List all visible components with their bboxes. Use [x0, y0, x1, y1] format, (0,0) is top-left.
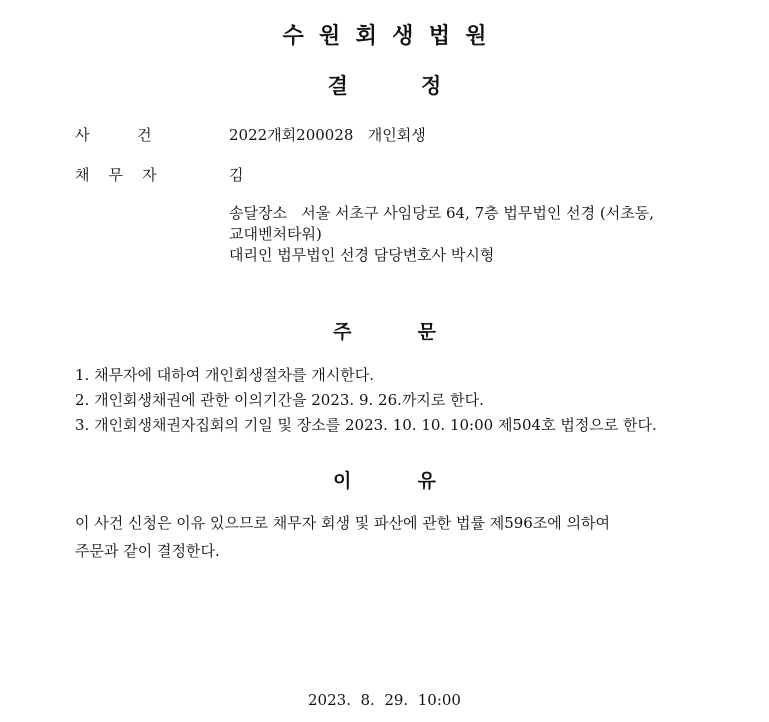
address-line: 송달장소 서울 서초구 사임당로 64, 7층 법무법인 선경 (서초동,: [229, 204, 654, 222]
debtor-label: 채 무 자: [75, 166, 157, 184]
case-number: 2022개회200028 개인회생: [229, 126, 426, 144]
case-label: 사 건: [75, 126, 152, 144]
decision-date: 2023. 8. 29. 10:00: [308, 691, 461, 709]
service-address-block: [229, 203, 729, 266]
debtor-name: 김: [229, 166, 244, 184]
reason-paragraph: [75, 509, 725, 565]
reason-line: 이 사건 신청은 이유 있으므로 채무자 회생 및 파산에 관한 법률 제596조에 의하여: [75, 514, 611, 532]
order-item: 3. 개인회생채권자집회의 기일 및 장소를 2023. 10. 10. 10:00 제504호 법정으로 한다.: [75, 416, 657, 434]
address-line: 교대벤처타워): [229, 225, 322, 243]
order-list: [75, 363, 725, 438]
reason-line: 주문과 같이 결정한다.: [75, 542, 220, 560]
representative-line: 대리인 법무법인 선경 담당변호사 박시형: [229, 246, 495, 264]
reason-heading: 이 유: [333, 470, 436, 492]
document-type-title: 결 정: [327, 74, 442, 98]
order-item: 2. 개인회생채권에 관한 이의기간을 2023. 9. 26.까지로 한다.: [75, 391, 484, 409]
court-name-title: 수 원 회 생 법 원: [282, 24, 487, 49]
order-heading: 주 문: [333, 321, 436, 343]
order-item: 1. 채무자에 대하여 개인회생절차를 개시한다.: [75, 366, 374, 384]
